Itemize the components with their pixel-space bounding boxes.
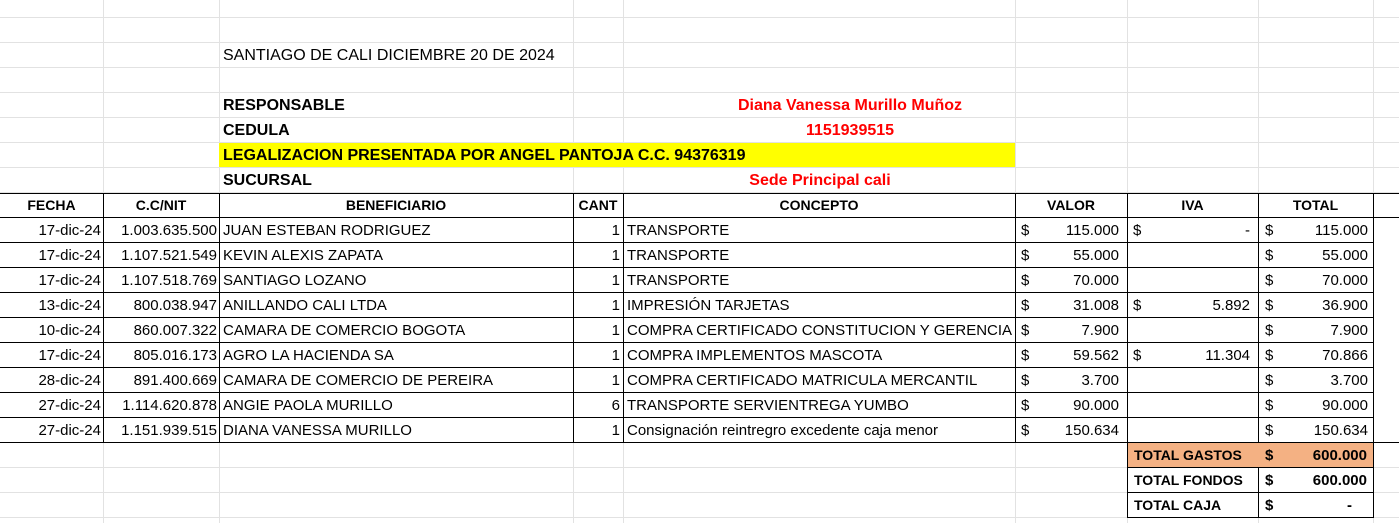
- cell-nit: 800.038.947: [133, 297, 217, 314]
- cell-nit: 1.114.620.878: [122, 397, 217, 414]
- cell-valor: 90.000: [1073, 397, 1119, 414]
- cell-concepto: COMPRA CERTIFICADO MATRICULA MERCANTIL: [627, 372, 978, 389]
- cell-iva: [1148, 393, 1250, 418]
- cell-cant: 1: [611, 247, 620, 264]
- valor-currency: $: [1021, 372, 1030, 389]
- total-fondos-value: 600.000: [1312, 472, 1367, 489]
- cell-valor: 55.000: [1073, 247, 1119, 264]
- cell-nit: 1.107.518.769: [121, 272, 217, 289]
- responsable-value: Diana Vanessa Murillo Muñoz: [737, 97, 963, 114]
- cell-total: 7.900: [1330, 322, 1368, 339]
- cell-total: 70.866: [1322, 347, 1368, 364]
- cell-fecha: 13-dic-24: [38, 297, 101, 314]
- total-caja-currency: $: [1265, 497, 1274, 514]
- col-header-total: TOTAL: [1292, 197, 1339, 213]
- col-header-beneficiario: BENEFICIARIO: [345, 197, 447, 213]
- cell-concepto: Consignación reintregro excedente caja menor: [627, 422, 939, 439]
- cell-cant: 1: [611, 372, 620, 389]
- cell-valor: 31.008: [1073, 297, 1119, 314]
- total-fondos-currency: $: [1265, 472, 1274, 489]
- cell-cant: 6: [611, 397, 620, 414]
- cell-cant: 1: [611, 422, 620, 439]
- cell-concepto: COMPRA IMPLEMENTOS MASCOTA: [627, 347, 883, 364]
- cell-fecha: 17-dic-24: [38, 247, 101, 264]
- total-currency: $: [1265, 222, 1274, 239]
- col-header-concepto: CONCEPTO: [779, 197, 859, 213]
- cell-beneficiario: DIANA VANESSA MURILLO: [223, 422, 412, 439]
- cell-cant: 1: [611, 322, 620, 339]
- cedula-label: CEDULA: [223, 122, 290, 139]
- total-currency: $: [1265, 272, 1274, 289]
- col-header-cant: CANT: [578, 197, 618, 213]
- cell-beneficiario: CAMARA DE COMERCIO BOGOTA: [223, 322, 466, 339]
- cell-iva: [1148, 268, 1250, 293]
- total-currency: $: [1265, 247, 1274, 264]
- cell-fecha: 27-dic-24: [38, 397, 101, 414]
- sucursal-label: SUCURSAL: [223, 172, 312, 189]
- valor-currency: $: [1021, 397, 1030, 414]
- cell-iva: [1148, 418, 1250, 443]
- cell-total: 90.000: [1322, 397, 1368, 414]
- iva-currency: $: [1133, 347, 1142, 364]
- valor-currency: $: [1021, 272, 1030, 289]
- cell-iva: 11.304: [1205, 347, 1250, 364]
- cell-valor: 115.000: [1065, 222, 1119, 239]
- cell-nit: 1.107.521.549: [121, 247, 217, 264]
- legalizacion-text: LEGALIZACION PRESENTADA POR ANGEL PANTOJA C.C. 94376319: [223, 147, 746, 164]
- cell-valor: 59.562: [1073, 347, 1119, 364]
- cedula-value: 1151939515: [805, 122, 895, 139]
- cell-total: 115.000: [1314, 222, 1368, 239]
- cell-nit: 860.007.322: [133, 322, 217, 339]
- cell-iva: [1148, 318, 1250, 343]
- total-caja-value: -: [1347, 497, 1352, 514]
- total-currency: $: [1265, 297, 1274, 314]
- cell-iva: 5.892: [1212, 297, 1250, 314]
- cell-beneficiario: KEVIN ALEXIS ZAPATA: [223, 247, 384, 264]
- cell-concepto: IMPRESIÓN TARJETAS: [627, 297, 790, 314]
- cell-beneficiario: ANGIE PAOLA MURILLO: [223, 397, 393, 414]
- cell-fecha: 17-dic-24: [38, 222, 101, 239]
- cell-valor: 70.000: [1073, 272, 1119, 289]
- cell-cant: 1: [611, 297, 620, 314]
- iva-currency: $: [1133, 222, 1142, 239]
- iva-currency: $: [1133, 297, 1142, 314]
- total-gastos-label: TOTAL GASTOS: [1134, 447, 1242, 463]
- cell-concepto: COMPRA CERTIFICADO CONSTITUCION Y GERENCIA: [627, 322, 1013, 339]
- cell-fecha: 28-dic-24: [38, 372, 101, 389]
- responsable-label: RESPONSABLE: [223, 97, 345, 114]
- cell-total: 55.000: [1322, 247, 1368, 264]
- cell-total: 3.700: [1330, 372, 1368, 389]
- cell-concepto: TRANSPORTE: [627, 222, 730, 239]
- col-header-nit: C.C/NIT: [135, 197, 187, 213]
- valor-currency: $: [1021, 347, 1030, 364]
- total-fondos-label: TOTAL FONDOS: [1134, 472, 1243, 488]
- total-currency: $: [1265, 322, 1274, 339]
- col-header-iva: IVA: [1181, 197, 1204, 213]
- cell-concepto: TRANSPORTE: [627, 247, 730, 264]
- cell-beneficiario: JUAN ESTEBAN RODRIGUEZ: [223, 222, 431, 239]
- cell-nit: 891.400.669: [133, 372, 217, 389]
- cell-total: 150.634: [1313, 422, 1368, 439]
- date-line: SANTIAGO DE CALI DICIEMBRE 20 DE 2024: [223, 47, 555, 64]
- total-currency: $: [1265, 347, 1274, 364]
- valor-currency: $: [1021, 422, 1030, 439]
- valor-currency: $: [1021, 247, 1030, 264]
- cell-fecha: 17-dic-24: [38, 272, 101, 289]
- cell-nit: 1.003.635.500: [121, 222, 217, 239]
- cell-fecha: 27-dic-24: [38, 422, 101, 439]
- cell-valor: 7.900: [1081, 322, 1119, 339]
- col-header-fecha: FECHA: [27, 197, 76, 213]
- valor-currency: $: [1021, 297, 1030, 314]
- cell-concepto: TRANSPORTE: [627, 272, 730, 289]
- cell-valor: 3.700: [1081, 372, 1119, 389]
- total-gastos-currency: $: [1265, 447, 1274, 464]
- cell-total: 70.000: [1322, 272, 1368, 289]
- cell-fecha: 17-dic-24: [38, 347, 101, 364]
- cell-beneficiario: ANILLANDO CALI LTDA: [223, 297, 387, 314]
- cell-valor: 150.634: [1064, 422, 1119, 439]
- cell-nit: 805.016.173: [133, 347, 217, 364]
- cell-concepto: TRANSPORTE SERVIENTREGA YUMBO: [627, 397, 909, 414]
- cell-nit: 1.151.939.515: [121, 422, 217, 439]
- cell-beneficiario: CAMARA DE COMERCIO DE PEREIRA: [223, 372, 494, 389]
- sucursal-value: Sede Principal cali: [749, 172, 891, 189]
- cell-beneficiario: SANTIAGO LOZANO: [223, 272, 367, 289]
- cell-iva: -: [1245, 222, 1250, 239]
- valor-currency: $: [1021, 222, 1030, 239]
- cell-iva: [1148, 368, 1250, 393]
- cell-fecha: 10-dic-24: [38, 322, 101, 339]
- total-gastos-value: 600.000: [1312, 447, 1367, 464]
- cell-cant: 1: [611, 272, 620, 289]
- cell-cant: 1: [611, 347, 620, 364]
- cell-iva: [1148, 243, 1250, 268]
- total-currency: $: [1265, 422, 1274, 439]
- total-currency: $: [1265, 372, 1274, 389]
- col-header-valor: VALOR: [1047, 197, 1095, 213]
- cell-cant: 1: [611, 222, 620, 239]
- total-caja-label: TOTAL CAJA: [1134, 497, 1222, 513]
- cell-beneficiario: AGRO LA HACIENDA SA: [223, 347, 394, 364]
- valor-currency: $: [1021, 322, 1030, 339]
- cell-total: 36.900: [1322, 297, 1368, 314]
- total-currency: $: [1265, 397, 1274, 414]
